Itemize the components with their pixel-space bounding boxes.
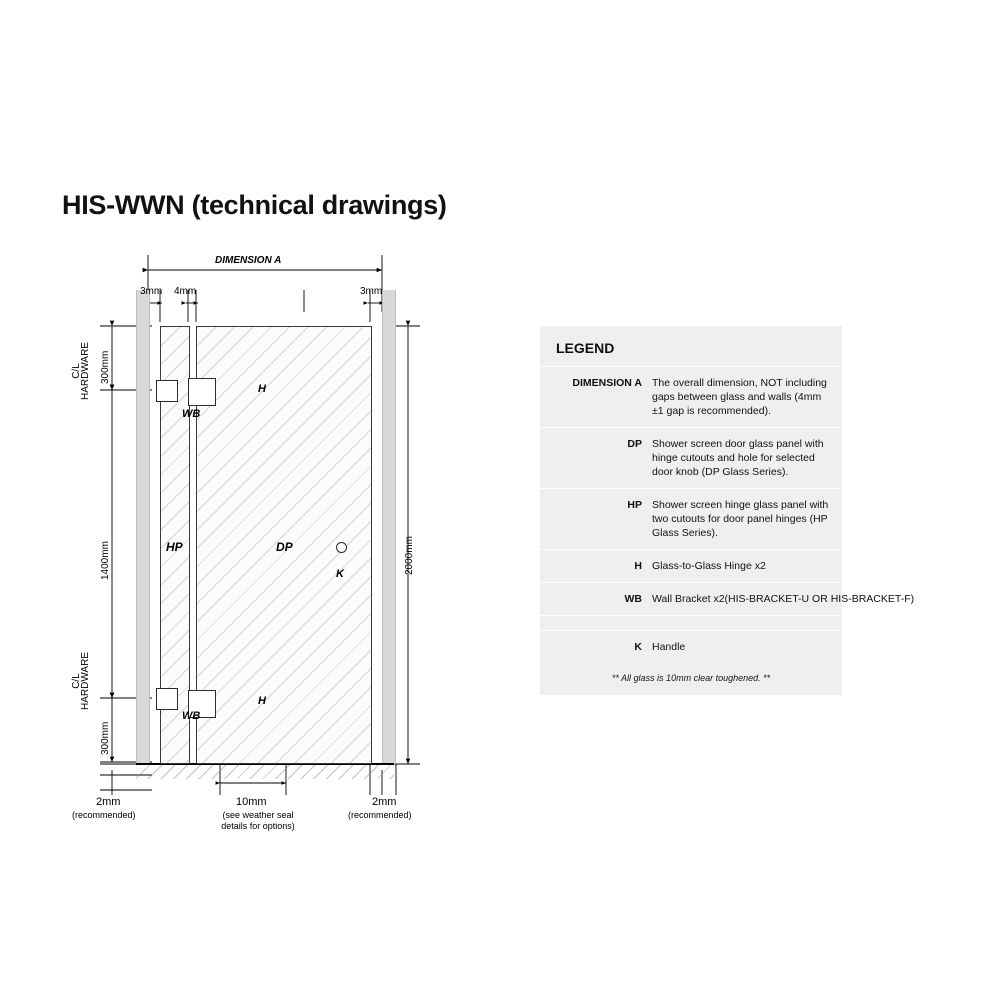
legend-footnote: ** All glass is 10mm clear toughened. **: [611, 673, 771, 683]
cl-hardware-bottom-text: C/L HARDWARE: [71, 652, 91, 710]
right-wall: [382, 290, 396, 764]
legend-value: Shower screen door glass panel with hinge cutouts and hole for selected door knob (DP Glass Series).: [652, 438, 824, 478]
dim-300-top-label: 300mm: [100, 350, 111, 384]
hinge-top-label: H: [258, 383, 266, 395]
bottom-right-gap-label: 2mm: [372, 796, 397, 808]
hinge-top: [188, 378, 216, 406]
bottom-left-gap-label: 2mm: [96, 796, 121, 808]
gap-right-wall-label: 3mm: [360, 286, 383, 297]
bottom-center-gap-label: 10mm: [236, 796, 267, 808]
legend-value: Glass-to-Glass Hinge x2: [652, 560, 766, 572]
gap-left-wall-label: 3mm: [140, 286, 163, 297]
wall-bracket-top: [156, 380, 178, 402]
hinge-bottom-label: H: [258, 695, 266, 707]
legend-value: Handle: [652, 641, 686, 653]
legend-spacer: [540, 615, 842, 630]
technical-drawing: [60, 250, 480, 840]
legend-row-dp: [540, 427, 842, 488]
legend-value: Shower screen hinge glass panel with two cutouts for door panel hinges (HP Glass Series).: [652, 499, 829, 539]
legend-key: HP: [627, 499, 642, 511]
cl-hardware-top-label: [72, 342, 90, 400]
dimension-a-label: DIMENSION A: [215, 255, 282, 266]
dim-1400-label: 1400mm: [100, 541, 111, 580]
left-wall: [136, 290, 150, 764]
bottom-left-gap-note: (recommended): [72, 810, 136, 820]
floor-hatch: [136, 765, 394, 779]
cl-hardware-bottom-label: [72, 652, 90, 710]
hp-panel-label: HP: [166, 540, 183, 554]
cl-hardware-top-text: C/L HARDWARE: [71, 342, 91, 400]
bottom-right-gap-note: (recommended): [348, 810, 412, 820]
wall-bracket-bottom: [156, 688, 178, 710]
legend-panel: [540, 326, 915, 695]
wb-top-label: WB: [182, 408, 201, 420]
legend-key: WB: [624, 593, 642, 605]
page-title: HIS-WWN (technical drawings): [62, 190, 447, 220]
dim-300-bottom-label: 300mm: [100, 721, 111, 755]
legend-value: The overall dimension, NOT including gaps between glass and walls (4mm ±1 gap is recommended).: [652, 377, 827, 417]
legend-value: Wall Bracket x2(HIS-BRACKET-U OR HIS-BRACKET-F): [652, 593, 915, 605]
legend-row-hp: [540, 488, 842, 549]
legend-key: H: [634, 560, 642, 572]
handle-label: K: [336, 568, 344, 580]
legend-key: DIMENSION A: [572, 377, 642, 389]
wb-bottom-label: WB: [182, 710, 201, 722]
legend-key: K: [634, 641, 642, 653]
legend-key: DP: [627, 438, 642, 450]
legend-row-dimension-a: [540, 366, 842, 427]
bottom-center-gap-note: (see weather seal details for options): [221, 810, 295, 831]
handle-knob-icon: [336, 542, 347, 553]
legend-row-k: [540, 630, 842, 663]
dim-2000-label: 2000mm: [404, 536, 415, 575]
legend-row-wb: [540, 582, 915, 615]
gap-panel-label: 4mm: [174, 286, 197, 297]
legend-row-h: [540, 549, 842, 582]
legend-title: LEGEND: [556, 340, 615, 356]
dp-panel-label: DP: [276, 540, 293, 554]
